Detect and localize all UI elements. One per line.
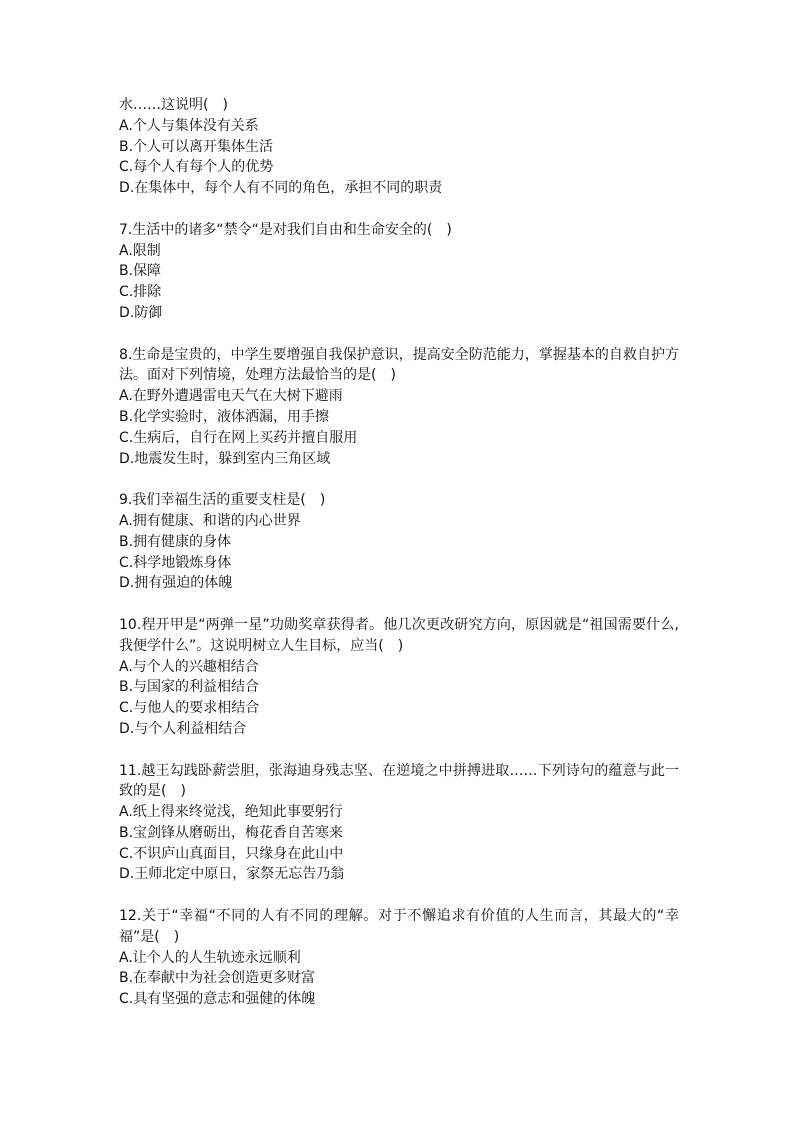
option-b: B.拥有健康的身体 xyxy=(119,533,232,550)
option-a: A.让个人的人生轨迹永远顺利 xyxy=(119,949,301,966)
option-a: A.拥有健康、和谐的内心世界 xyxy=(119,512,301,529)
option-d: D.在集体中，每个人有不同的角色，承担不同的职责 xyxy=(119,180,443,197)
option-a: A.在野外遭遇雷电天气在大树下避雨 xyxy=(119,388,343,405)
question-7 xyxy=(119,220,679,324)
option-d: D.拥有强迫的体魄 xyxy=(119,575,233,592)
option-b: B.宝剑锋从磨砺出，梅花香自苦寒来 xyxy=(119,824,344,841)
question-stem: 9.我们幸福生活的重要支柱是( ) xyxy=(119,492,326,509)
option-d: D.与个人利益相结合 xyxy=(119,720,247,737)
option-d: D.防御 xyxy=(119,304,163,321)
option-c: C.每个人有每个人的优势 xyxy=(119,159,274,176)
question-8 xyxy=(119,345,679,470)
option-b: B.保障 xyxy=(119,263,162,280)
question-10 xyxy=(119,615,679,740)
option-c: C.不识庐山真面目，只缘身在此山中 xyxy=(119,845,344,862)
question-list xyxy=(119,95,679,1010)
question-6-continued xyxy=(119,95,679,199)
option-a: A.限制 xyxy=(119,242,161,259)
option-b: B.个人可以离开集体生活 xyxy=(119,138,274,155)
option-c: C.与他人的要求相结合 xyxy=(119,700,260,717)
option-b: B.化学实验时，液体洒漏，用手擦 xyxy=(119,408,330,425)
question-stem: 12.关于“幸福“不同的人有不同的理解。对于不懈追求有价值的人生而言，其最大的“幸福”是( ) xyxy=(119,908,679,945)
option-a: A.个人与集体没有关系 xyxy=(119,117,259,134)
question-11 xyxy=(119,761,679,886)
question-stem: 8.生命是宝贵的，中学生要增强自我保护意识，提高安全防范能力，掌握基本的自救自护方法。面对下列情境，处理方法最恰当的是( ) xyxy=(119,346,679,384)
option-b: B.在奉献中为社会创造更多财富 xyxy=(119,970,316,987)
question-9 xyxy=(119,490,679,594)
question-12 xyxy=(119,906,679,1010)
option-b: B.与国家的利益相结合 xyxy=(119,679,260,696)
question-stem: 10.程开甲是“两弹一星”功勋奖章获得者。他几次更改研究方向，原因就是“祖国需要什么,我便学什么”。这说明树立人生目标，应当( ) xyxy=(119,616,679,654)
option-c: C.科学地锻炼身体 xyxy=(119,554,232,571)
option-d: D.王师北定中原日，家祭无忘告乃翁 xyxy=(119,866,345,883)
question-stem: 11.越王勾践卧薪尝胆，张海迪身残志坚、在逆境之中拼搏进取……下列诗句的蕴意与此一致的是( ) xyxy=(119,762,679,800)
option-a: A.纸上得来终觉浅，绝知此事要躬行 xyxy=(119,804,343,821)
option-c: C.生病后，自行在网上买药并擅自服用 xyxy=(119,429,358,446)
question-stem: 7.生活中的诸多“禁令“是对我们自由和生命安全的( ) xyxy=(119,221,452,238)
option-d: D.地震发生时，躲到室内三角区域 xyxy=(119,450,331,467)
option-c: C.排除 xyxy=(119,284,162,301)
option-c: C.具有坚强的意志和强健的体魄 xyxy=(119,991,316,1008)
question-stem: 水……这说明( ) xyxy=(119,97,228,113)
option-a: A.与个人的兴趣相结合 xyxy=(119,658,259,675)
